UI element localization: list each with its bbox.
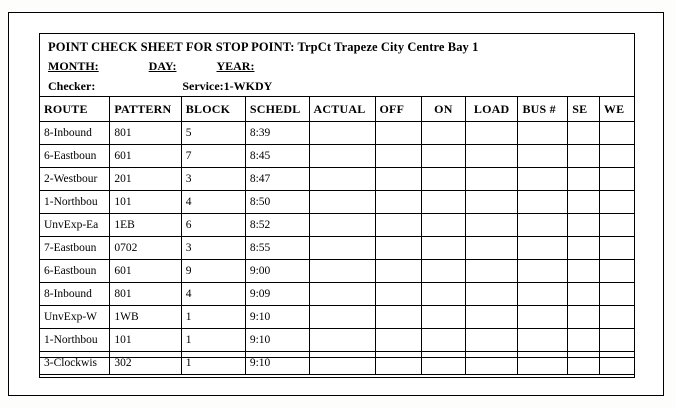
cell-block: 3: [181, 237, 245, 260]
cell-route: UnvExp-Ea: [40, 214, 110, 237]
cell-route: 7-Eastboun: [40, 237, 110, 260]
column-header-schedl: SCHEDL: [245, 97, 309, 122]
service-value: 1-WKDY: [223, 79, 273, 93]
cell-schedl: 8:50: [245, 191, 309, 214]
cell-load[interactable]: [465, 260, 518, 283]
cell-pattern: 801: [110, 283, 181, 306]
cell-off[interactable]: [375, 168, 421, 191]
column-header-pattern: PATTERN: [110, 97, 181, 122]
cell-block: 4: [181, 283, 245, 306]
cell-pattern: 801: [110, 122, 181, 145]
checker-label: Checker:: [48, 79, 96, 93]
cell-se[interactable]: [568, 191, 600, 214]
cell-load[interactable]: [465, 306, 518, 329]
sheet-title: POINT CHECK SHEET FOR STOP POINT: TrpCt Trapeze City Centre Bay 1: [48, 40, 479, 54]
header-fields-row-1: [48, 59, 309, 74]
cell-pattern: 201: [110, 168, 181, 191]
cell-bus[interactable]: [518, 260, 568, 283]
cell-block: 9: [181, 260, 245, 283]
cell-schedl: 9:10: [245, 329, 309, 352]
table-row[interactable]: [40, 329, 634, 352]
cell-schedl: 9:09: [245, 283, 309, 306]
cell-off[interactable]: [375, 306, 421, 329]
column-header-block: BLOCK: [181, 97, 245, 122]
cell-bus[interactable]: [518, 168, 568, 191]
cell-se[interactable]: [568, 237, 600, 260]
cell-schedl: 9:10: [245, 352, 309, 375]
point-check-table: [40, 97, 634, 375]
table-row[interactable]: [40, 237, 634, 260]
cell-pattern: 101: [110, 329, 181, 352]
cell-pattern: 601: [110, 260, 181, 283]
cell-route: 8-Inbound: [40, 122, 110, 145]
table-row[interactable]: [40, 306, 634, 329]
cell-schedl: 8:47: [245, 168, 309, 191]
sheet-outer-frame: [8, 12, 664, 396]
cell-we[interactable]: [599, 168, 634, 191]
cell-we[interactable]: [599, 191, 634, 214]
cell-actual[interactable]: [309, 214, 375, 237]
cell-on[interactable]: [421, 306, 465, 329]
cell-route: 3-Clockwis: [40, 352, 110, 375]
cell-block: 1: [181, 352, 245, 375]
cell-we[interactable]: [599, 260, 634, 283]
cell-actual[interactable]: [309, 145, 375, 168]
cell-load[interactable]: [465, 191, 518, 214]
cell-se[interactable]: [568, 168, 600, 191]
cell-block: 1: [181, 329, 245, 352]
cell-bus[interactable]: [518, 306, 568, 329]
cell-load[interactable]: [465, 329, 518, 352]
cell-schedl: 9:10: [245, 306, 309, 329]
month-label: MONTH:: [48, 59, 99, 73]
cell-actual[interactable]: [309, 283, 375, 306]
cell-bus[interactable]: [518, 237, 568, 260]
cell-se[interactable]: [568, 122, 600, 145]
cell-load[interactable]: [465, 283, 518, 306]
cell-block: 4: [181, 191, 245, 214]
cell-we[interactable]: [599, 122, 634, 145]
cell-we[interactable]: [599, 237, 634, 260]
cell-route: 1-Northbou: [40, 191, 110, 214]
cell-pattern: 601: [110, 145, 181, 168]
cell-actual[interactable]: [309, 329, 375, 352]
cell-route: 6-Eastboun: [40, 145, 110, 168]
cell-se[interactable]: [568, 214, 600, 237]
table-row[interactable]: [40, 283, 634, 306]
cell-schedl: 8:45: [245, 145, 309, 168]
column-header-load: LOAD: [465, 97, 518, 122]
cell-off[interactable]: [375, 260, 421, 283]
table-row[interactable]: [40, 145, 634, 168]
cell-on[interactable]: [421, 260, 465, 283]
cell-off[interactable]: [375, 283, 421, 306]
cell-se[interactable]: [568, 306, 600, 329]
cell-actual[interactable]: [309, 168, 375, 191]
day-label: DAY:: [148, 59, 177, 73]
cell-load[interactable]: [465, 145, 518, 168]
column-header-on: ON: [421, 97, 465, 122]
cell-pattern: 0702: [110, 237, 181, 260]
cell-off[interactable]: [375, 329, 421, 352]
column-header-we: WE: [599, 97, 634, 122]
cell-route: 1-Northbou: [40, 329, 110, 352]
cell-block: 5: [181, 122, 245, 145]
cell-we[interactable]: [599, 329, 634, 352]
cell-se[interactable]: [568, 260, 600, 283]
table-row[interactable]: [40, 168, 634, 191]
cell-on[interactable]: [421, 168, 465, 191]
column-header-off: OFF: [375, 97, 421, 122]
column-header-se: SE: [568, 97, 600, 122]
cell-block: 7: [181, 145, 245, 168]
table-body: [40, 122, 634, 375]
cell-route: 2-Westbour: [40, 168, 110, 191]
cell-actual[interactable]: [309, 237, 375, 260]
cell-pattern: 302: [110, 352, 181, 375]
cell-actual[interactable]: [309, 260, 375, 283]
cell-we[interactable]: [599, 145, 634, 168]
cell-bus[interactable]: [518, 214, 568, 237]
cell-on[interactable]: [421, 329, 465, 352]
cell-we[interactable]: [599, 306, 634, 329]
cell-off[interactable]: [375, 214, 421, 237]
cell-se[interactable]: [568, 145, 600, 168]
cell-load[interactable]: [465, 237, 518, 260]
table-row[interactable]: [40, 122, 634, 145]
table-row[interactable]: [40, 214, 634, 237]
cell-actual[interactable]: [309, 191, 375, 214]
cell-on[interactable]: [421, 122, 465, 145]
cell-off[interactable]: [375, 191, 421, 214]
cell-on[interactable]: [421, 145, 465, 168]
column-header-actual: ACTUAL: [309, 97, 375, 122]
cell-se[interactable]: [568, 329, 600, 352]
cell-bus[interactable]: [518, 122, 568, 145]
cell-on[interactable]: [421, 214, 465, 237]
cell-load[interactable]: [465, 168, 518, 191]
cell-bus[interactable]: [518, 329, 568, 352]
cell-on[interactable]: [421, 237, 465, 260]
cell-block: 1: [181, 306, 245, 329]
cell-actual[interactable]: [309, 306, 375, 329]
cell-on[interactable]: [421, 283, 465, 306]
table-header-row: [40, 97, 634, 122]
column-header-bus: BUS #: [518, 97, 568, 122]
table-row[interactable]: [40, 260, 634, 283]
cell-route: UnvExp-W: [40, 306, 110, 329]
cell-route: 8-Inbound: [40, 283, 110, 306]
cell-schedl: 8:39: [245, 122, 309, 145]
cell-pattern: 1WB: [110, 306, 181, 329]
cell-on[interactable]: [421, 191, 465, 214]
blank-writing-area[interactable]: [40, 357, 634, 377]
cell-pattern: 1EB: [110, 214, 181, 237]
year-label: YEAR:: [216, 59, 255, 73]
cell-load[interactable]: [465, 122, 518, 145]
cell-we[interactable]: [599, 283, 634, 306]
cell-bus[interactable]: [518, 283, 568, 306]
cell-off[interactable]: [375, 145, 421, 168]
cell-schedl: 8:55: [245, 237, 309, 260]
cell-bus[interactable]: [518, 145, 568, 168]
cell-schedl: 8:52: [245, 214, 309, 237]
cell-block: 3: [181, 168, 245, 191]
cell-off[interactable]: [375, 122, 421, 145]
cell-off[interactable]: [375, 237, 421, 260]
cell-load[interactable]: [465, 214, 518, 237]
service-label: Service:: [182, 79, 224, 93]
cell-block: 6: [181, 214, 245, 237]
cell-route: 6-Eastboun: [40, 260, 110, 283]
table-row[interactable]: [40, 191, 634, 214]
header-fields-row-2: [48, 79, 272, 94]
column-header-route: ROUTE: [40, 97, 110, 122]
point-check-sheet: [39, 33, 635, 378]
cell-bus[interactable]: [518, 191, 568, 214]
cell-actual[interactable]: [309, 122, 375, 145]
cell-se[interactable]: [568, 283, 600, 306]
cell-pattern: 101: [110, 191, 181, 214]
cell-schedl: 9:00: [245, 260, 309, 283]
cell-we[interactable]: [599, 214, 634, 237]
